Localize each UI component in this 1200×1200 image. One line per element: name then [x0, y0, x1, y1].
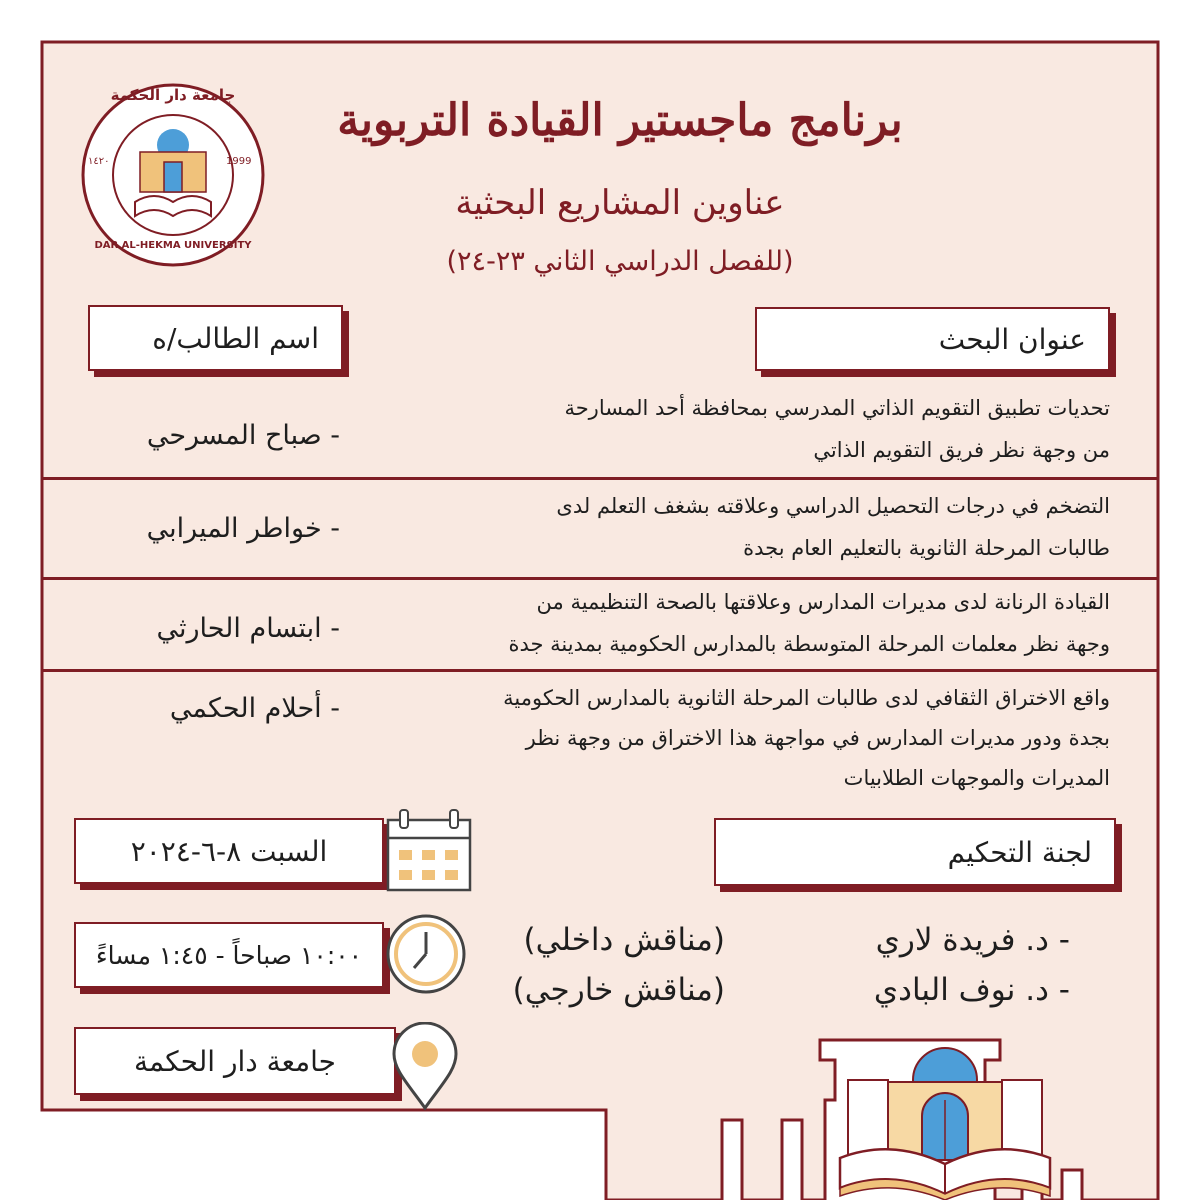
project-title: القيادة الرنانة لدى مديرات المدارس وعلاقتها بالصحة التنظيمية من وجهة نظر معلمات المرحلة المتوسطة بالمدارس الحكومية بمدينة جدة	[508, 590, 1110, 656]
time-value: ١٠:٠٠ صباحاً - ١:٤٥ مساءً	[95, 940, 363, 970]
projects-subtitle: عناوين المشاريع البحثية	[455, 183, 785, 223]
project-title: واقع الاختراق الثقافي لدى طالبات المرحلة الثانوية بالمدارس الحكومية بجدة ودور مديرات المدارس في مواجهة هذا الاختراق من وجهة نظر المديرات والموجهات الطلابيات	[503, 686, 1110, 790]
date-value: السبت ٨-٦-٢٠٢٤	[130, 834, 328, 868]
row-divider	[42, 577, 1158, 580]
time-box	[74, 922, 384, 988]
committee-header	[714, 818, 1116, 886]
calendar-icon	[384, 806, 474, 894]
row-divider	[42, 477, 1158, 480]
location-box	[74, 1027, 396, 1095]
research-title-header	[755, 307, 1110, 371]
logo-english-name: DAR AL-HEKMA UNIVERSITY	[94, 240, 252, 251]
logo-year-hijri: ١٤٢٠	[88, 156, 110, 167]
project-title: التضخم في درجات التحصيل الدراسي وعلاقته بشغف التعلم لدى طالبات المرحلة الثانوية بالتعليم العام بجدة	[556, 494, 1110, 560]
student-name-header-label: اسم الطالب/ه	[152, 321, 319, 355]
program-title: برنامج ماجستير القيادة التربوية	[337, 95, 903, 146]
student-name: - ابتسام الحارثي	[156, 613, 340, 644]
committee-member-role: (مناقش داخلي)	[523, 922, 725, 958]
student-name: - خواطر الميرابي	[146, 513, 340, 544]
logo-year-gregorian: 1999	[226, 156, 252, 167]
location-pin-icon	[388, 1022, 462, 1112]
committee-member-role: (مناقش خارجي)	[512, 972, 725, 1008]
logo-arabic-name: جامعة دار الحكمة	[110, 86, 236, 104]
university-building-illustration	[830, 1040, 1060, 1200]
research-title-header-label: عنوان البحث	[938, 322, 1086, 356]
student-name-header	[88, 305, 343, 371]
location-value: جامعة دار الحكمة	[134, 1044, 336, 1078]
student-name: - صباح المسرحي	[146, 420, 340, 451]
clock-icon	[384, 912, 468, 996]
date-box	[74, 818, 384, 884]
project-title: تحديات تطبيق التقويم الذاتي المدرسي بمحافظة أحد المسارحة من وجهة نظر فريق التقويم الذاتي	[564, 396, 1110, 462]
term-label: (للفصل الدراسي الثاني ٢٣-٢٤)	[446, 246, 794, 277]
row-divider	[42, 669, 1158, 672]
committee-header-label: لجنة التحكيم	[947, 835, 1092, 869]
student-name: - أحلام الحكمي	[169, 693, 340, 724]
committee-member-name: - د. نوف البادي	[873, 972, 1070, 1008]
committee-member-name: - د. فريدة لاري	[875, 922, 1070, 958]
